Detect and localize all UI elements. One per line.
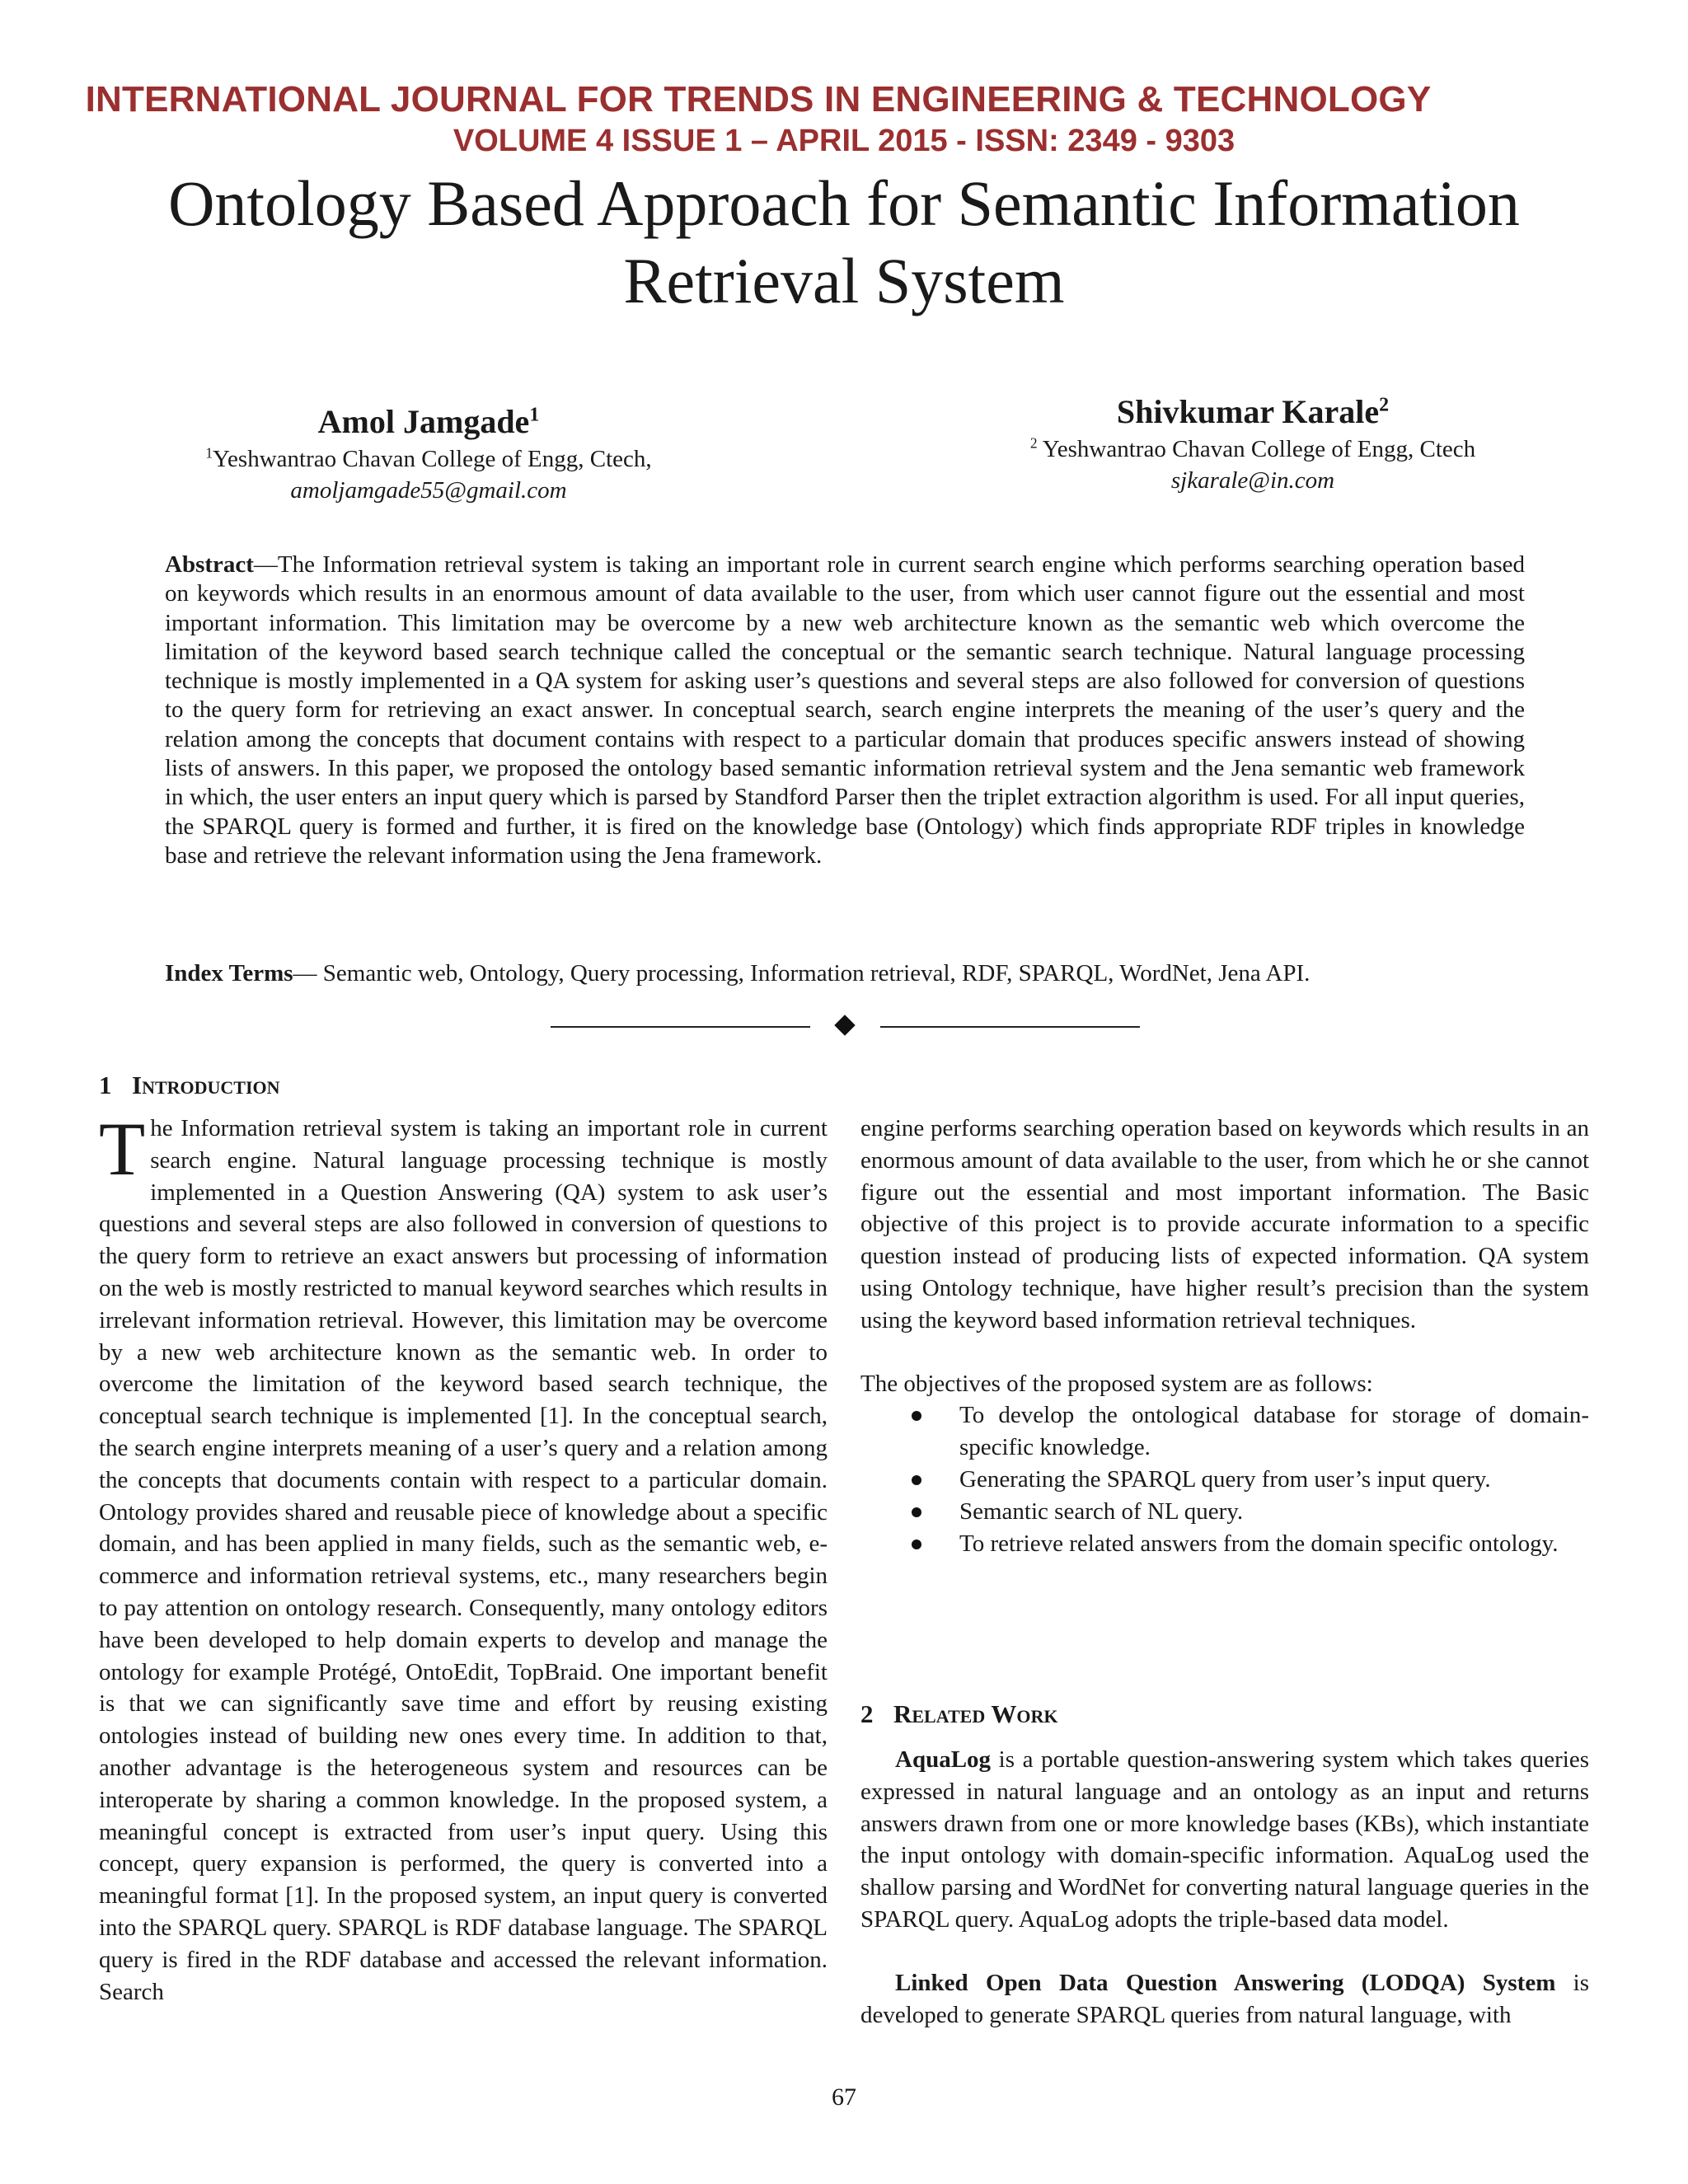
diamond-icon: [834, 1015, 855, 1035]
author-1: [165, 401, 692, 506]
section-2-heading: [860, 1698, 1058, 1731]
author-2: [956, 391, 1550, 496]
intro-left-text: he Information retrieval system is taking an important role in current search engine. Natural language processing technique is mostly implemented in a Question Answering (QA) system to ask user’s questions and several steps are also followed in conversion of questions to the query form to retrieve an exact answers but processing of information on the web is mostly restricted to manual keyword searches which results in irrelevant information retrieval. However, this limitation may be overcome by a new web architecture known as the semantic web. In order to overcome the limitation of the keyword based search technique, the conceptual search technique is implemented [1]. In the conceptual search, the search engine interprets meaning of a user’s query and a relation among the concepts that documents contain with respect to a particular domain. Ontology provides shared and reusable piece of knowledge about a specific domain, and has been applied in many fields, such as the semantic web, e-commerce and information retrieval systems, etc., many researchers begin to pay attention on ontology research. Consequently, many ontology editors have been developed to help domain experts to develop and manage the ontology for example Protégé, OntoEdit, TopBraid. One important benefit is that we can significantly save time and effort by reusing existing ontologies instead of building new ones every time. In addition to that, another advantage is the heterogeneous system and resources can be interoperate by sharing a common knowledge. In the proposed system, a meaningful concept is extracted from user’s input query. Using this concept, query expansion is performed, the query is converted into a meaningful format [1]. In the proposed system, an input query is converted into the SPARQL query. SPARQL is RDF database language. The SPARQL query is fired in the RDF database and accessed the relevant information. Search: [99, 1115, 828, 2005]
author-1-affiliation: $^1$Yeshwantrao Chavan College of Engg, Ctech,: [205, 444, 652, 472]
index-terms-text: — Semantic web, Ontology, Query processing, Information retrieval, RDF, SPARQL, WordNet, Jena API.: [293, 960, 1311, 987]
paper-title: [0, 165, 1688, 320]
abstract-text: —The Information retrieval system is taking an important role in current search engine which performs searching operation based on keywords which results in an enormous amount of data available to the user, from which user cannot figure out the essential and most important information. This limitation may be overcome by a new web architecture known as the semantic web which overcome the limitation of the keyword based search technique called the conceptual or the semantic search technique. Natural language processing technique is mostly implemented in a QA system for asking user’s questions and several steps are also followed for conversion of questions to the query form for retrieving an exact answer. In conceptual search, search engine interprets the meaning of the user’s query and the relation among the concepts that document contains with respect to a particular domain that produces specific answers instead of showing lists of answers. In this paper, we proposed the ontology based semantic information retrieval system and the Jena semantic web framework in which, the user enters an input query which is parsed by Standford Parser then the triplet extraction algorithm is used. For all input queries, the SPARQL query is formed and further, it is fired on the knowledge base (Ontology) which finds appropriate RDF triples in knowledge base and retrieve the relevant information using the Jena framework.: [165, 551, 1525, 869]
index-terms: [165, 958, 1525, 988]
bullet-icon: [912, 1507, 921, 1517]
bullet-icon: [912, 1540, 921, 1549]
list-item: Generating the SPARQL query from user’s input query.: [860, 1464, 1589, 1496]
intro-left-column: [99, 1107, 828, 2008]
title-line-2: Retrieval System: [623, 245, 1065, 316]
abstract-label: Abstract: [165, 551, 254, 578]
author-2-name: Shivkumar Karale$^2$: [1116, 393, 1390, 430]
divider-line-left: [551, 1026, 810, 1028]
intro-right-column: [860, 1113, 1589, 1559]
lodqa-term: Linked Open Data Question Answering (LODQA) System: [895, 1969, 1556, 1996]
author-1-email[interactable]: amoljamgade55@gmail.com: [290, 477, 567, 504]
objectives-intro: The objectives of the proposed system are as follows:: [860, 1370, 1373, 1397]
intro-right-text: engine performs searching operation based on keywords which results in an enormous amount of data available to the user, from which he or she cannot figure out the essential and most important information. The Basic objective of this project is to provide accurate information to a specific question instead of producing lists of expected information. QA system using Ontology technique, have higher result’s precision than the system using the keyword based information retrieval techniques.: [860, 1115, 1589, 1333]
aqualog-term: AquaLog: [895, 1746, 992, 1773]
bullet-icon: [912, 1475, 921, 1485]
abstract: [165, 551, 1525, 870]
related-work-para-2: Linked Open Data Question Answering (LODQA) System is developed to generate SPARQL queries from natural language, with: [860, 1969, 1590, 2028]
drop-cap: T: [99, 1107, 146, 1191]
list-item: To develop the ontological database for storage of domain-specific knowledge.: [860, 1399, 1589, 1464]
author-1-name: Amol Jamgade$^1$: [317, 403, 540, 440]
bullet-icon: [912, 1411, 921, 1421]
section-1-title: Introduction: [132, 1071, 280, 1099]
index-terms-label: Index Terms: [165, 960, 293, 987]
section-2-number: 2: [860, 1699, 874, 1728]
list-item: To retrieve related answers from the domain specific ontology.: [860, 1528, 1589, 1560]
author-2-email[interactable]: sjkarale@in.com: [1170, 467, 1335, 494]
section-divider: [551, 1014, 1140, 1038]
section-2-title: Related Work: [893, 1699, 1058, 1728]
section-1-heading: [99, 1069, 280, 1102]
objectives-list: [860, 1399, 1589, 1559]
divider-line-right: [880, 1026, 1140, 1028]
section-1-number: 1: [99, 1071, 112, 1099]
journal-name: INTERNATIONAL JOURNAL FOR TRENDS IN ENGINEERING & TECHNOLOGY: [85, 79, 1432, 120]
page-number: 67: [832, 2083, 856, 2111]
list-item: Semantic search of NL query.: [860, 1496, 1589, 1528]
related-work-column: [860, 1744, 1589, 2031]
title-line-1: Ontology Based Approach for Semantic Information: [168, 167, 1520, 239]
journal-volume: VOLUME 4 ISSUE 1 – APRIL 2015 - ISSN: 2349 - 9303: [452, 124, 1236, 158]
related-work-para-1: AquaLog is a portable question-answering system which takes queries expressed in natural language and an ontology as an input and returns answers drawn from one or more knowledge bases (KBs), which instantiate the input ontology with domain-specific information. AquaLog used the shallow parsing and WordNet for converting natural language queries in the SPARQL query. AquaLog adopts the triple-based data model.: [860, 1746, 1589, 1933]
author-2-affiliation: $^2$ Yeshwantrao Chavan College of Engg, Ctech: [1029, 434, 1476, 462]
